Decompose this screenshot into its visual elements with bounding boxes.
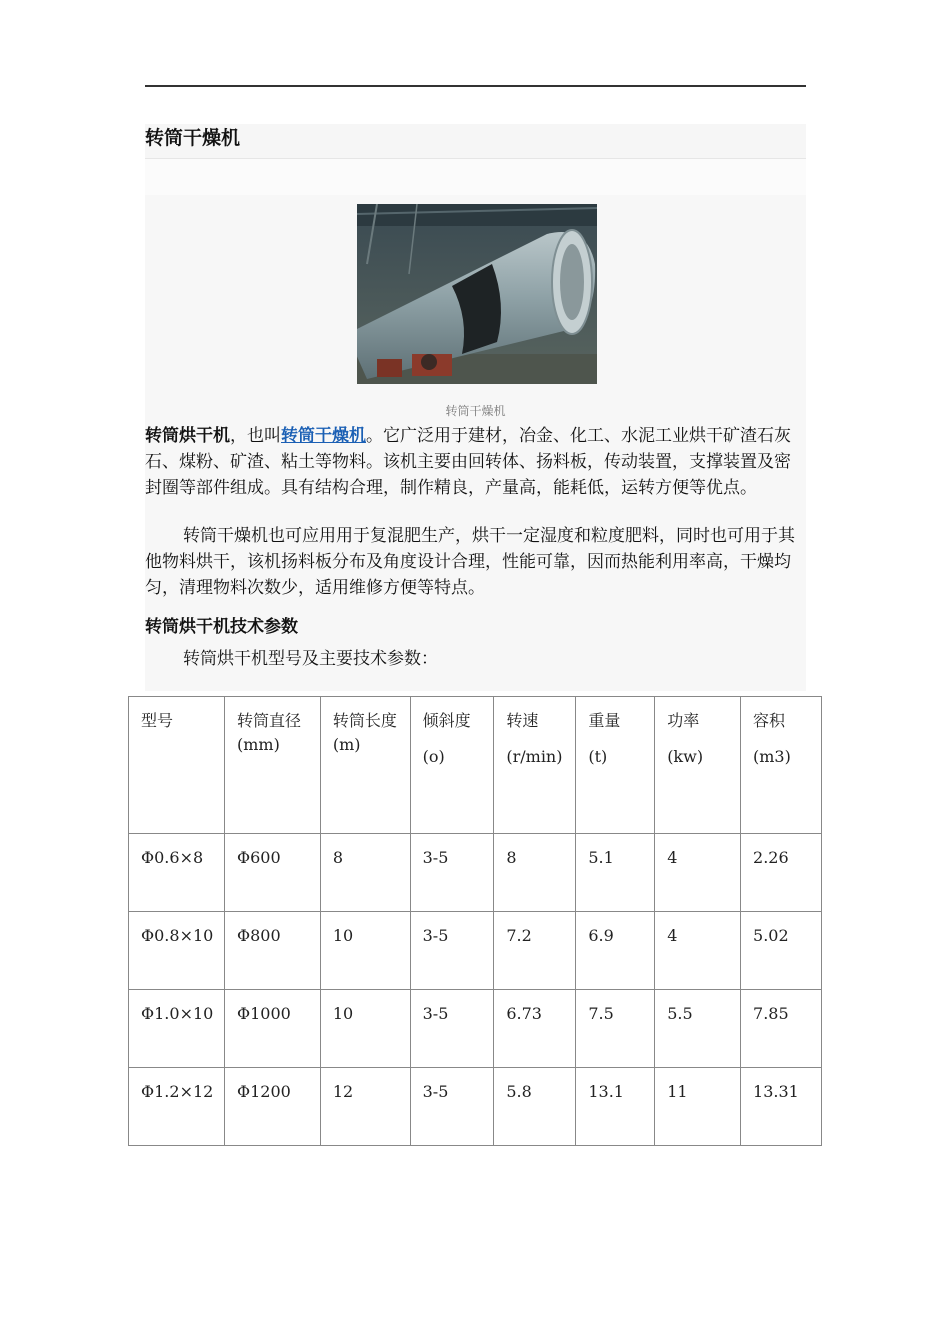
table-cell: 8: [494, 834, 576, 912]
intro-text-1: ，也叫: [230, 426, 281, 446]
header-cell: 型号: [129, 697, 225, 834]
table-row: [129, 990, 822, 1068]
table-cell: Φ600: [224, 834, 320, 912]
table-cell: 7.85: [741, 990, 822, 1068]
table-cell: Φ1.0×10: [129, 990, 225, 1068]
application-paragraph: 转筒干燥机也可应用用于复混肥生产，烘干一定湿度和粒度肥料，同时也可用于其他物料烘干，该机扬料板分布及角度设计合理，性能可靠，因而热能利用率高，干燥均匀，清理物料次数少，适用维修方便等特点。: [145, 526, 795, 598]
table-cell: Φ1.2×12: [129, 1068, 225, 1146]
table-cell: 7.5: [576, 990, 655, 1068]
header-cell: 容积 (m3): [741, 697, 822, 834]
table-cell: 10: [320, 990, 410, 1068]
header-cell: 转筒直径(mm): [224, 697, 320, 834]
table-cell: 12: [320, 1068, 410, 1146]
table-cell: Φ800: [224, 912, 320, 990]
header-cell: 转筒长度(m): [320, 697, 410, 834]
photo-caption: 转筒干燥机: [445, 404, 506, 418]
table-cell: 6.73: [494, 990, 576, 1068]
header-unit: (o): [422, 747, 445, 766]
header-cell: 转速 (r/min): [494, 697, 576, 834]
spec-intro: 转筒烘干机型号及主要技术参数：: [183, 649, 438, 669]
title-band: [145, 124, 806, 159]
table-cell: 13.31: [741, 1068, 822, 1146]
header-cell: 功率 (kw): [655, 697, 741, 834]
intro-paragraph: [145, 423, 806, 501]
table-cell: Φ0.6×8: [129, 834, 225, 912]
header-cell: 倾斜度 (o): [410, 697, 494, 834]
table-cell: 2.26: [741, 834, 822, 912]
table-cell: 10: [320, 912, 410, 990]
table-cell: 5.8: [494, 1068, 576, 1146]
table-cell: 8: [320, 834, 410, 912]
table-cell: Φ1200: [224, 1068, 320, 1146]
rotary-dryer-photo: [357, 204, 597, 384]
table-cell: 7.2: [494, 912, 576, 990]
spec-heading: 转筒烘干机技术参数: [145, 617, 298, 637]
table-cell: 3-5: [410, 834, 494, 912]
table-cell: 5.1: [576, 834, 655, 912]
header-unit: (m3): [753, 747, 791, 766]
table-row: [129, 1068, 822, 1146]
table-cell: 6.9: [576, 912, 655, 990]
table-cell: 13.1: [576, 1068, 655, 1146]
table-header-row: [129, 697, 822, 834]
intro-text-2: 。它广泛用于建材，冶金、化工、水泥工业烘干矿渣石灰石、煤粉、矿渣、粘土等物料。该机主要由回转体、扬料板，传动装置，支撑装置及密封圈等部件组成。具有结构合理，制作精良，产量高，能耗低，运转方便等优点。: [145, 426, 791, 498]
table-row: [129, 834, 822, 912]
table-cell: 3-5: [410, 990, 494, 1068]
header-unit: (r/min): [506, 747, 563, 766]
table-cell: 4: [655, 834, 741, 912]
table-cell: Φ0.8×10: [129, 912, 225, 990]
header-unit: (kw): [667, 747, 704, 766]
table-cell: 3-5: [410, 912, 494, 990]
table-row: [129, 912, 822, 990]
content-band-top: [145, 159, 806, 195]
table-cell: 5.02: [741, 912, 822, 990]
spec-table: [128, 696, 822, 1146]
header-rule: [145, 85, 806, 87]
header-unit: (t): [588, 747, 608, 766]
table-cell: 11: [655, 1068, 741, 1146]
page-title: 转筒干燥机: [145, 127, 241, 149]
table-cell: 3-5: [410, 1068, 494, 1146]
table-cell: 4: [655, 912, 741, 990]
header-cell: 重量 (t): [576, 697, 655, 834]
lead-term: 转筒烘干机: [145, 426, 230, 446]
table-cell: Φ1000: [224, 990, 320, 1068]
rotary-dryer-link[interactable]: 转筒干燥机: [281, 426, 366, 446]
table-cell: 5.5: [655, 990, 741, 1068]
